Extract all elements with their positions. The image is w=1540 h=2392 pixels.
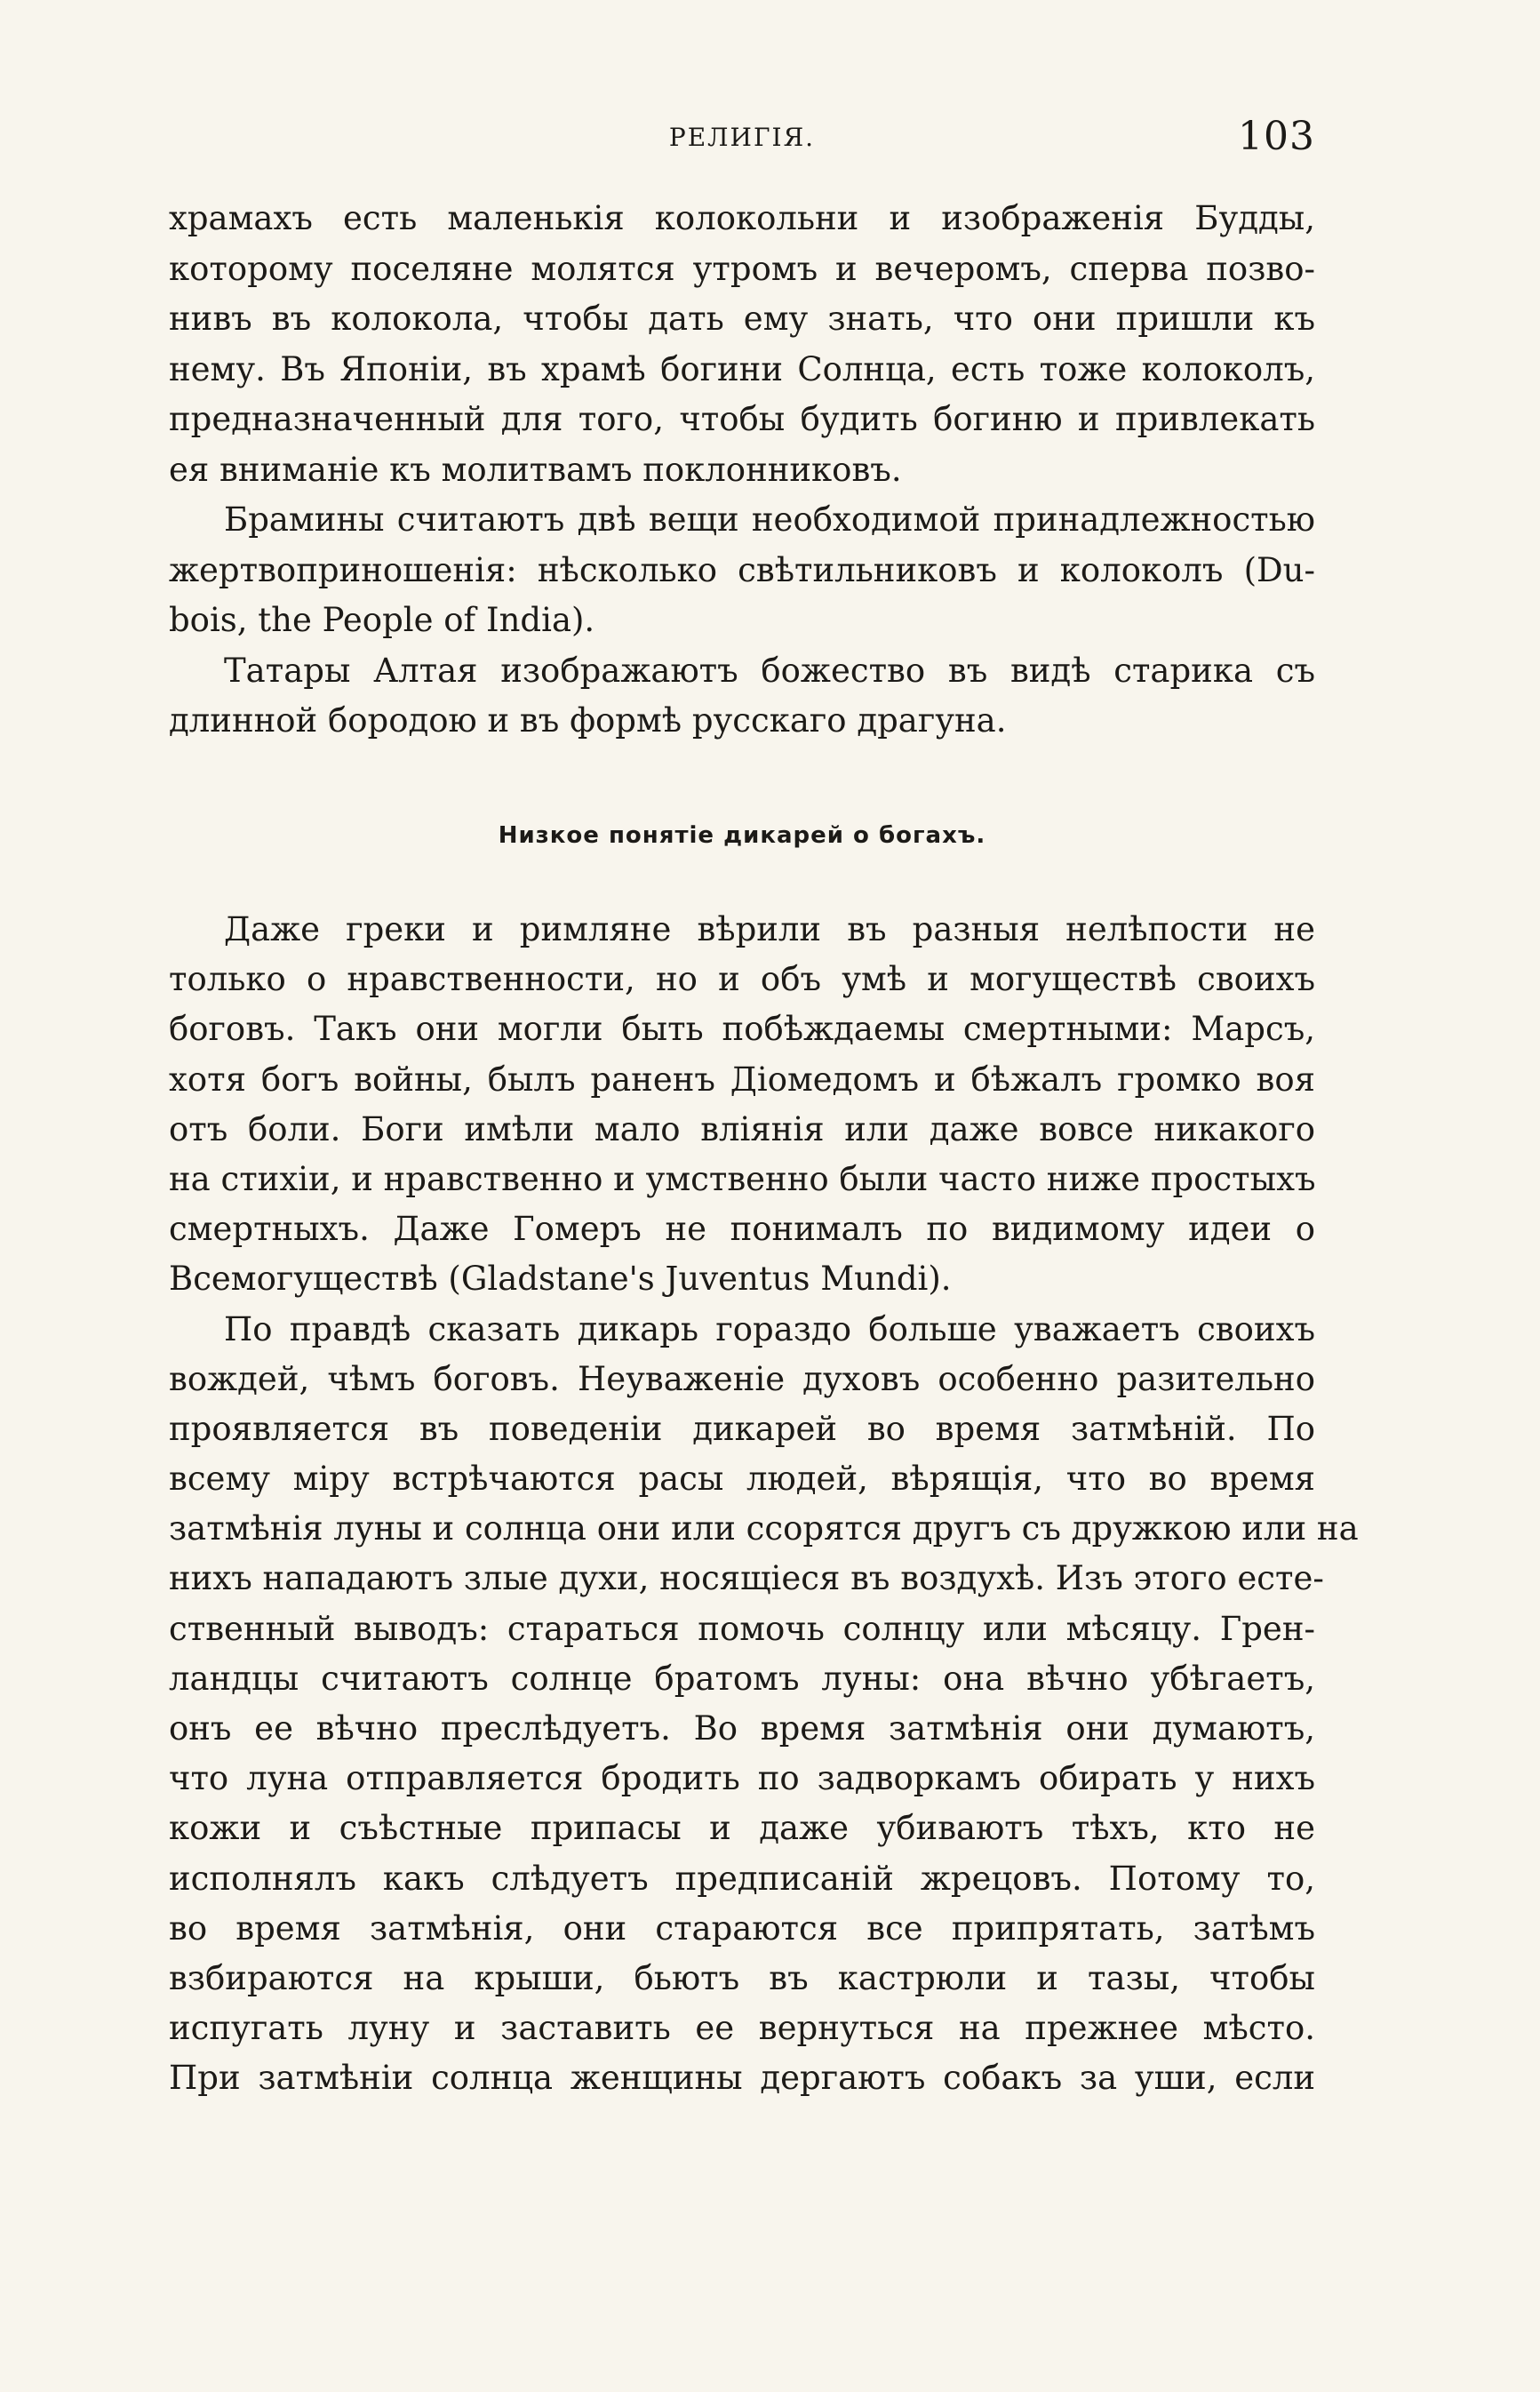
text-line: испугать луну и заставить ее вернуться на прежнее мѣсто. <box>169 2009 1315 2048</box>
running-head <box>169 114 1315 167</box>
text-line: ландцы считаютъ солнце братомъ луны: она вѣчно убѣгаетъ, <box>169 1659 1315 1698</box>
text-line: Татары Алтая изображаютъ божество въ видѣ старика съ <box>224 651 1315 690</box>
text-line: При затмѣніи солнца женщины дергаютъ собакъ за уши, если <box>169 2059 1315 2098</box>
text-line: По правдѣ сказать дикарь гораздо больше уважаетъ своихъ <box>224 1309 1315 1348</box>
paragraph-block-2 <box>169 905 1359 2104</box>
section-heading: Низкое понятіе дикарей о богахъ. <box>498 822 986 849</box>
text-line: затмѣнія луны и солнца они или ссорятся другъ съ дружкою или на <box>169 1509 1359 1548</box>
paragraph-block-1 <box>169 194 1315 747</box>
text-line: только о нравственности, но и объ умѣ и могуществѣ своихъ <box>169 960 1315 999</box>
text-line: что луна отправляется бродить по задворкамъ обирать у нихъ <box>169 1759 1315 1798</box>
text-line: Даже греки и римляне вѣрили въ разныя нелѣпости не <box>224 910 1315 948</box>
text-line: нихъ нападаютъ злые духи, носящіеся въ воздухѣ. Изъ этого есте- <box>169 1559 1324 1598</box>
text-line: смертныхъ. Даже Гомеръ не понималъ по видимому идеи о <box>169 1210 1315 1249</box>
text-line: предназначенный для того, чтобы будить богиню и привлекать <box>169 400 1315 438</box>
text-line: ственный выводъ: стараться помочь солнцу или мѣсяцу. Грен- <box>169 1609 1315 1648</box>
text-line: bois, the People of India). <box>169 601 595 639</box>
text-line: нивъ въ колокола, чтобы дать ему знать, что они пришли къ <box>169 300 1315 338</box>
text-line: всему міру встрѣчаются расы людей, вѣрящія, что во время <box>169 1460 1315 1499</box>
text-line: ея вниманіе къ молитвамъ поклонниковъ. <box>169 450 902 489</box>
text-line: храмахъ есть маленькія колокольни и изображенія Будды, <box>169 199 1315 237</box>
text-line: на стихіи, и нравственно и умственно были часто ниже простыхъ <box>169 1159 1316 1198</box>
text-line: нему. Въ Японіи, въ храмѣ богини Солнца, есть тоже колоколъ, <box>169 349 1315 388</box>
text-line: отъ боли. Боги имѣли мало вліянія или даже вовсе никакого <box>169 1109 1315 1148</box>
text-line: которому поселяне молятся утромъ и вечеромъ, сперва позво- <box>169 249 1315 288</box>
text-line: вождей, чѣмъ боговъ. Неуваженіе духовъ особенно разительно <box>169 1359 1315 1398</box>
text-line: хотя богъ войны, былъ раненъ Діомедомъ и бѣжалъ громко воя <box>169 1060 1315 1099</box>
text-line: Всемогуществѣ (Gladstane's Juventus Mundi). <box>169 1260 952 1299</box>
text-line: боговъ. Такъ они могли быть побѣждаемы смертными: Марсъ, <box>169 1010 1315 1049</box>
text-line: исполнялъ какъ слѣдуетъ предписаній жрецовъ. Потому то, <box>169 1859 1315 1898</box>
text-line: онъ ее вѣчно преслѣдуетъ. Во время затмѣнія они думаютъ, <box>169 1709 1315 1748</box>
text-line: длинной бородою и въ формѣ русскаго драгуна. <box>169 701 1007 740</box>
text-line: взбираются на крыши, бьютъ въ кастрюли и тазы, чтобы <box>169 1958 1315 1997</box>
text-line: во время затмѣнія, они стараются все припрятать, затѣмъ <box>169 1908 1315 1948</box>
text-line: кожи и съѣстные припасы и даже убиваютъ тѣхъ, кто не <box>169 1809 1315 1848</box>
text-line: Брамины считаютъ двѣ вещи необходимой принадлежностью <box>224 500 1315 539</box>
running-title: РЕЛИГІЯ. <box>668 123 816 152</box>
text-line: проявляется въ поведеніи дикарей во время затмѣній. По <box>169 1409 1315 1448</box>
page-number: 103 <box>1238 114 1315 159</box>
text-line: жертвоприношенія: нѣсколько свѣтильниковъ и колоколъ (Du- <box>169 550 1315 589</box>
